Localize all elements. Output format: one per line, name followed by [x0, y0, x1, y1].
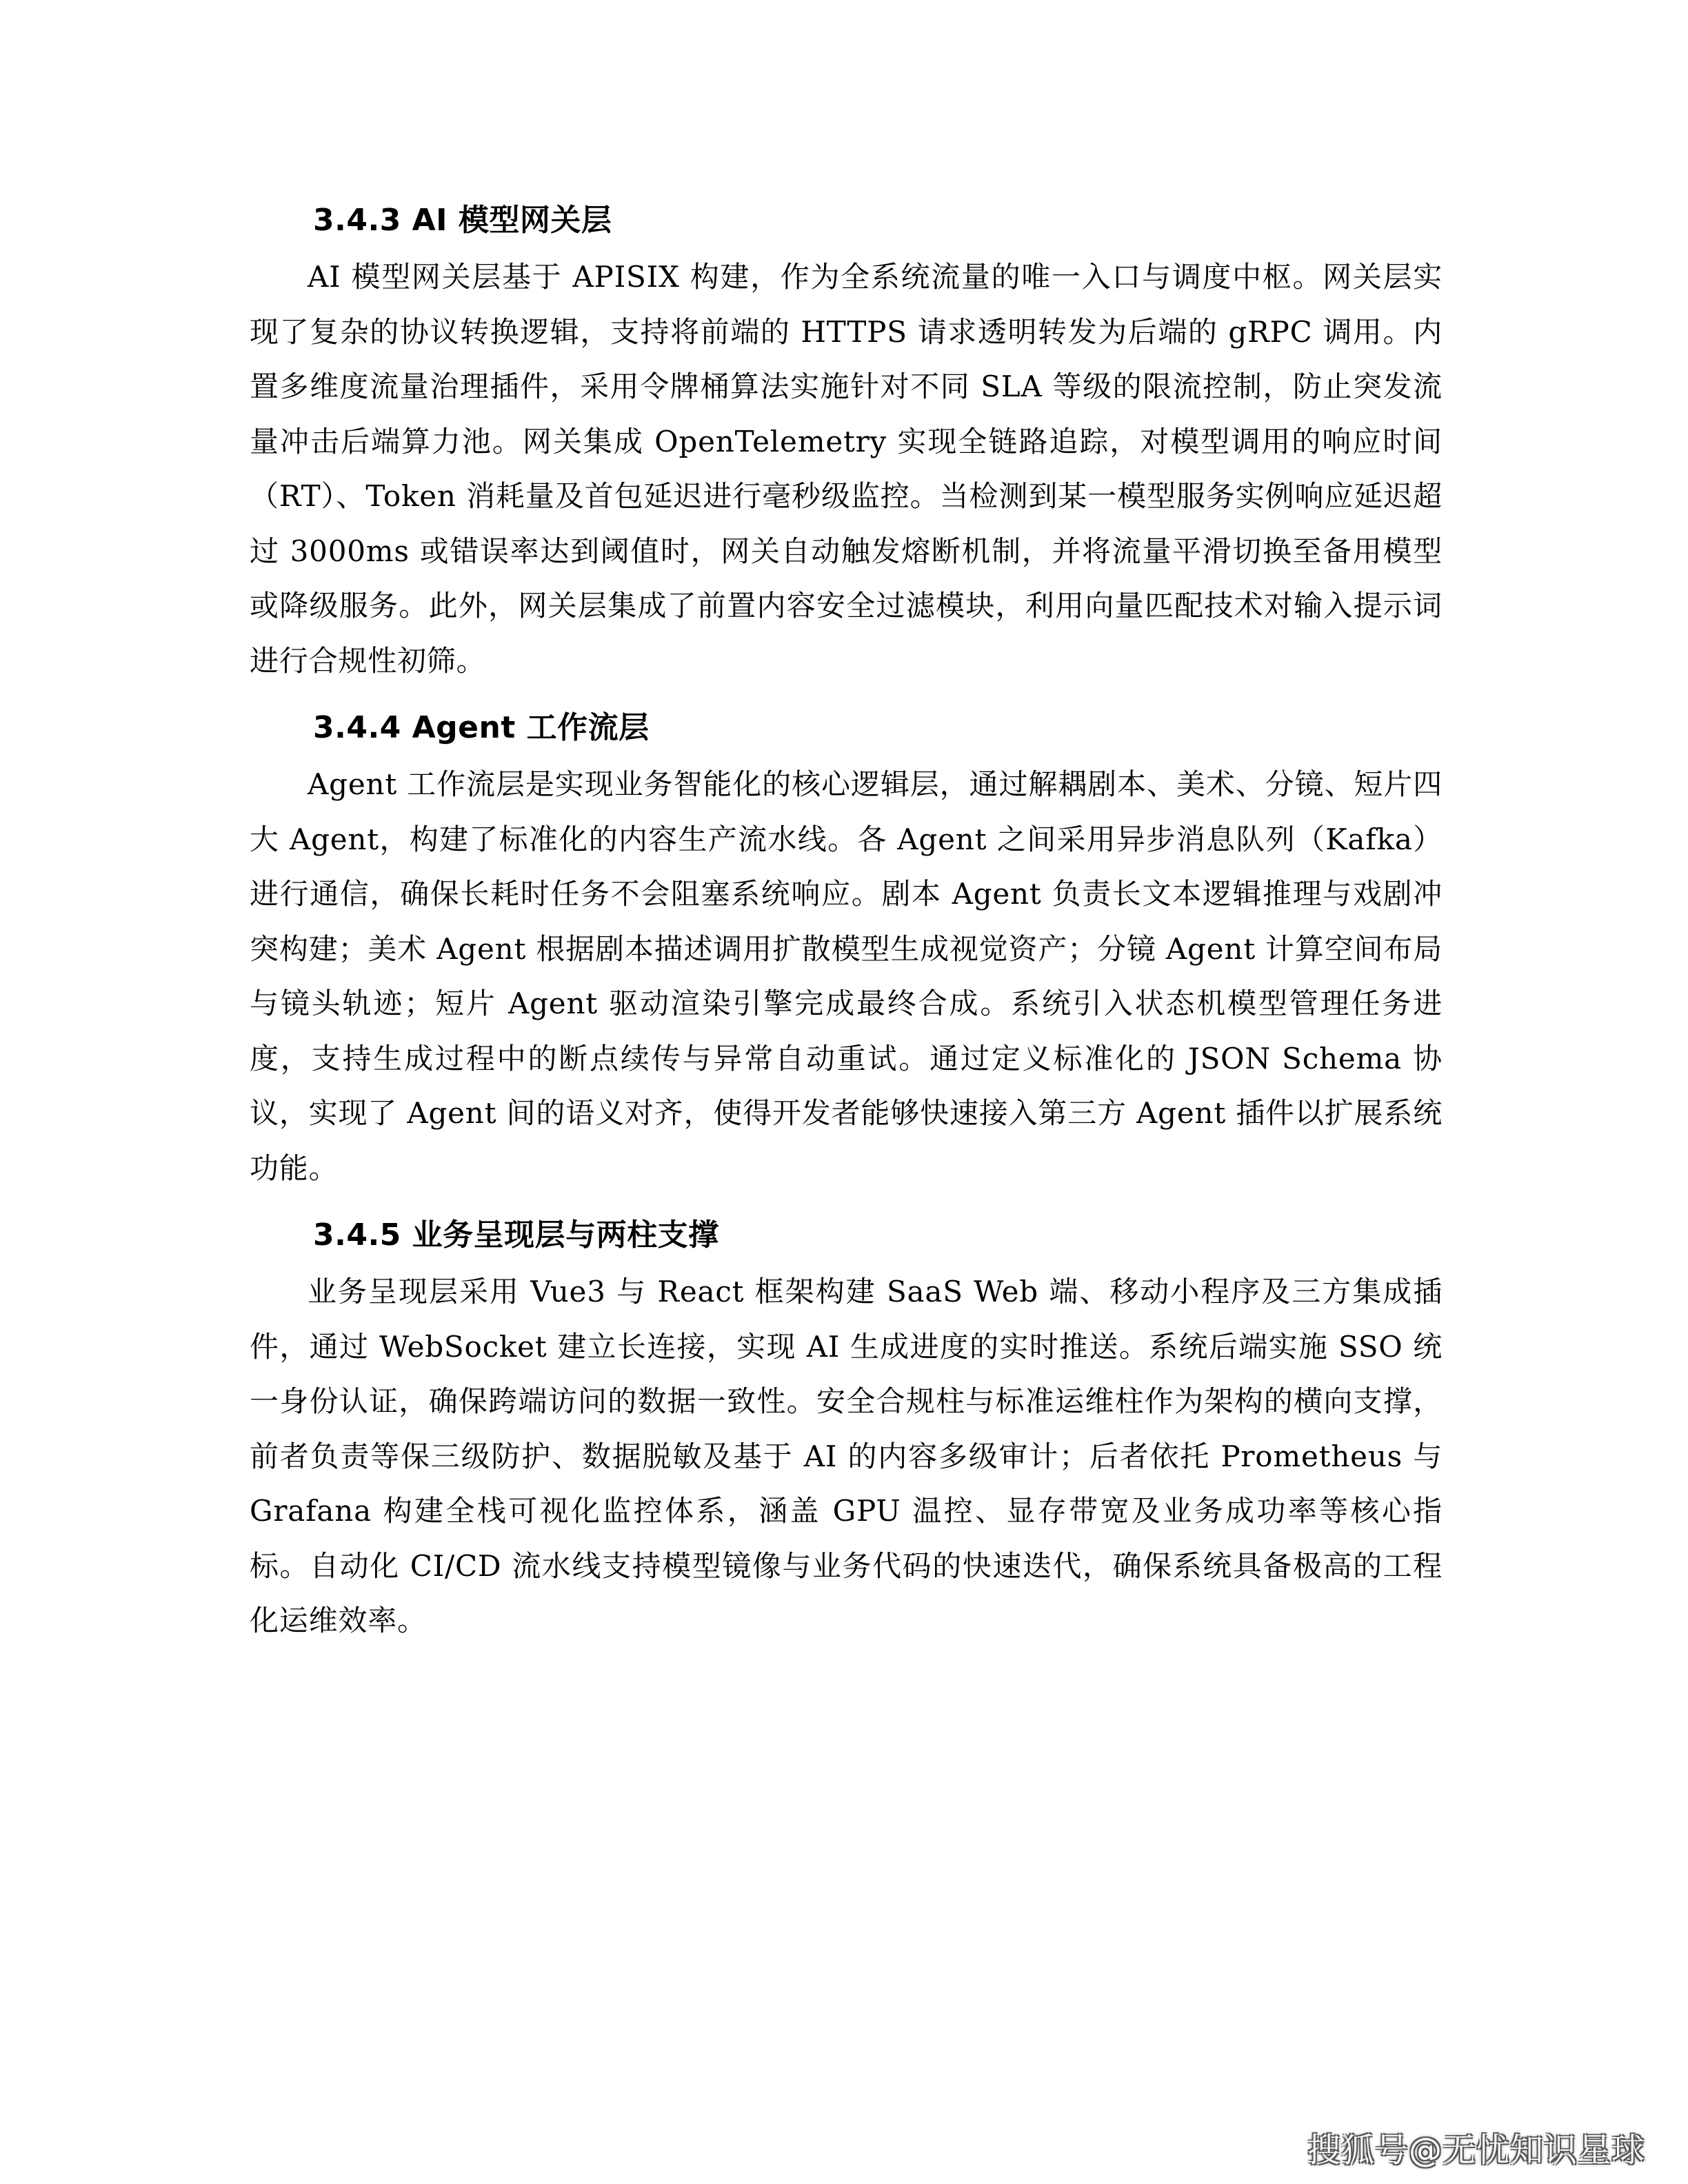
section-3-4-5: [250, 1208, 1443, 1648]
section-paragraph: Agent 工作流层是实现业务智能化的核心逻辑层，通过解耦剧本、美术、分镜、短片四大 Agent，构建了标准化的内容生产流水线。各 Agent 之间采用异步消息队列（Kafka）进行通信，确保长耗时任务不会阻塞系统响应。剧本 Agent 负责长文本逻辑推理与戏剧冲突构建；美术 Agent 根据剧本描述调用扩散模型生成视觉资产；分镜 Agent 计算空间布局与镜头轨迹；短片 Agent 驱动渲染引擎完成最终合成。系统引入状态机模型管理任务进度，支持生成过程中的断点续传与异常自动重试。通过定义标准化的 JSON Schema 协议，实现了 Agent 间的语义对齐，使得开发者能够快速接入第三方 Agent 插件以扩展系统功能。: [250, 767, 1443, 1185]
section-heading: 3.4.3 AI 模型网关层: [313, 203, 612, 238]
section-heading: 3.4.4 Agent 工作流层: [313, 710, 650, 745]
section-3-4-3: [250, 193, 1443, 688]
section-paragraph: AI 模型网关层基于 APISIX 构建，作为全系统流量的唯一入口与调度中枢。网关层实现了复杂的协议转换逻辑，支持将前端的 HTTPS 请求透明转发为后端的 gRPC 调用。内置多维度流量治理插件，采用令牌桶算法实施针对不同 SLA 等级的限流控制，防止突发流量冲击后端算力池。网关集成 OpenTelemetry 实现全链路追踪，对模型调用的响应时间（RT）、Token 消耗量及首包延迟进行毫秒级监控。当检测到某一模型服务实例响应延迟超过 3000ms 或错误率达到阈值时，网关自动触发熔断机制，并将流量平滑切换至备用模型或降级服务。此外，网关层集成了前置内容安全过滤模块，利用向量匹配技术对输入提示词进行合规性初筛。: [250, 260, 1443, 678]
section-heading: 3.4.5 业务呈现层与两柱支撑: [313, 1217, 719, 1253]
document-body: [250, 193, 1443, 1661]
section-3-4-4: [250, 700, 1443, 1195]
section-paragraph: 业务呈现层采用 Vue3 与 React 框架构建 SaaS Web 端、移动小程序及三方集成插件，通过 WebSocket 建立长连接，实现 AI 生成进度的实时推送。系统后端实施 SSO 统一身份认证，确保跨端访问的数据一致性。安全合规柱与标准运维柱作为架构的横向支撑，前者负责等保三级防护、数据脱敏及基于 AI 的内容多级审计；后者依托 Prometheus 与 Grafana 构建全栈可视化监控体系，涵盖 GPU 温控、显存带宽及业务成功率等核心指标。自动化 CI/CD 流水线支持模型镜像与业务代码的快速迭代，确保系统具备极高的工程化运维效率。: [250, 1275, 1443, 1637]
watermark-text: 搜狐号@无忧知识星球: [1307, 2131, 1645, 2170]
